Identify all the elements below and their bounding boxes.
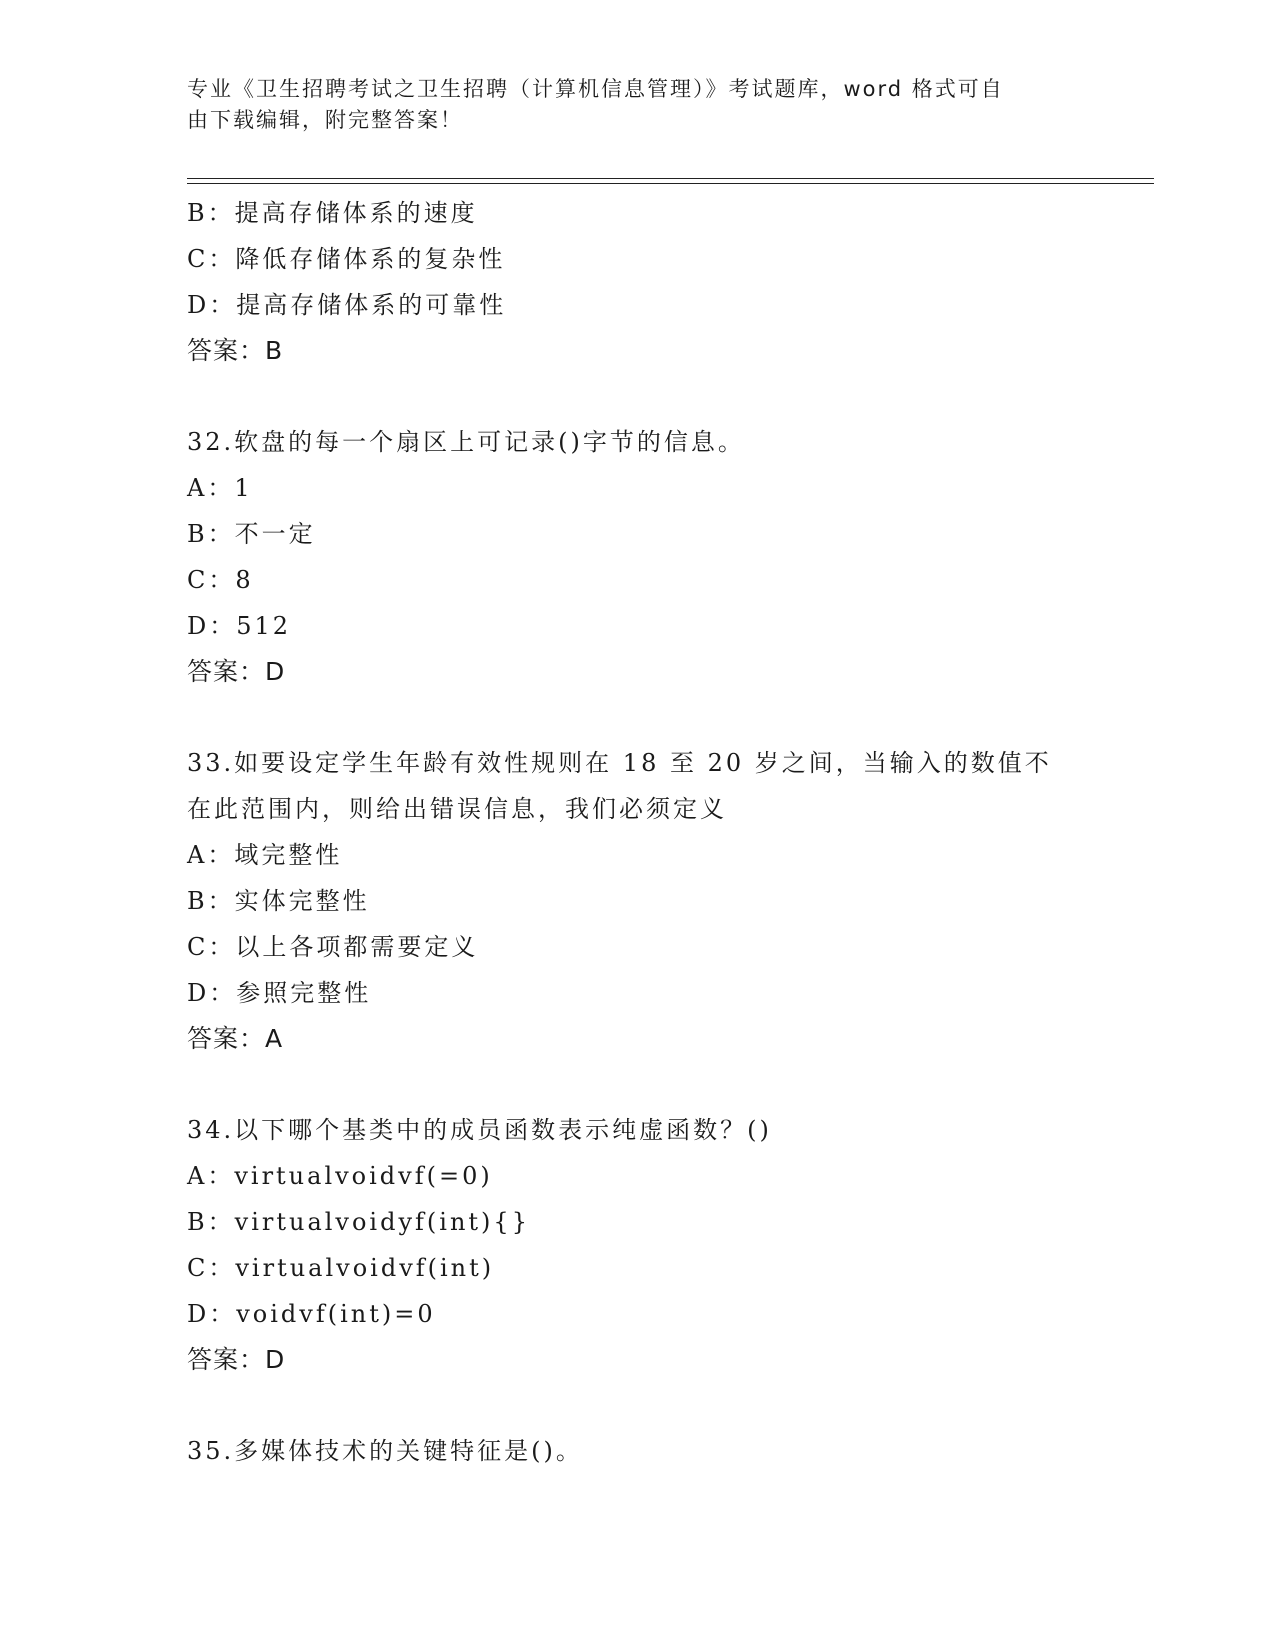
header-divider-top bbox=[187, 178, 1154, 179]
question-text-line-1: 33.如要设定学生年龄有效性规则在 18 至 20 岁之间，当输入的数值不 bbox=[187, 749, 1052, 777]
question-33 bbox=[187, 740, 1087, 1062]
answer-label: 答案：B bbox=[187, 336, 284, 365]
option-b: B：提高存储体系的速度 bbox=[187, 199, 478, 227]
option-d: D：提高存储体系的可靠性 bbox=[187, 291, 507, 319]
question-text: 32.软盘的每一个扇区上可记录()字节的信息。 bbox=[187, 428, 745, 456]
question-34 bbox=[187, 1107, 1087, 1383]
option-b: B：virtualvoidyf(int){} bbox=[187, 1208, 530, 1236]
spacer bbox=[187, 1383, 1087, 1428]
question-text: 34.以下哪个基类中的成员函数表示纯虚函数？() bbox=[187, 1116, 772, 1144]
question-35 bbox=[187, 1428, 1087, 1474]
answer-label: 答案：D bbox=[187, 1345, 286, 1374]
spacer bbox=[187, 695, 1087, 740]
question-list bbox=[187, 190, 1087, 1474]
option-a: A：1 bbox=[187, 474, 253, 502]
question-text: 35.多媒体技术的关键特征是()。 bbox=[187, 1437, 583, 1465]
answer-label: 答案：A bbox=[187, 1024, 284, 1053]
option-c: C：virtualvoidvf(int) bbox=[187, 1254, 495, 1282]
option-a: A：域完整性 bbox=[187, 841, 343, 869]
question-text-line-2: 在此范围内，则给出错误信息，我们必须定义 bbox=[187, 795, 727, 823]
option-d: D：voidvf(int)=0 bbox=[187, 1300, 436, 1328]
answer-label: 答案：D bbox=[187, 657, 286, 686]
question-31 bbox=[187, 190, 1087, 374]
question-32 bbox=[187, 419, 1087, 695]
header-divider-bottom bbox=[187, 183, 1154, 184]
option-c: C：8 bbox=[187, 566, 254, 594]
option-c: C：降低存储体系的复杂性 bbox=[187, 245, 506, 273]
option-d: D：512 bbox=[187, 612, 292, 640]
option-b: B：实体完整性 bbox=[187, 887, 370, 915]
document-header bbox=[187, 74, 1067, 136]
header-line-1: 专业《卫生招聘考试之卫生招聘（计算机信息管理）》考试题库，word 格式可自 bbox=[187, 77, 1004, 101]
header-line-2: 由下载编辑，附完整答案！ bbox=[187, 108, 463, 132]
spacer bbox=[187, 1062, 1087, 1107]
option-b: B：不一定 bbox=[187, 520, 316, 548]
option-c: C：以上各项都需要定义 bbox=[187, 933, 479, 961]
option-d: D：参照完整性 bbox=[187, 979, 372, 1007]
spacer bbox=[187, 374, 1087, 419]
option-a: A：virtualvoidvf(=0) bbox=[187, 1162, 493, 1190]
